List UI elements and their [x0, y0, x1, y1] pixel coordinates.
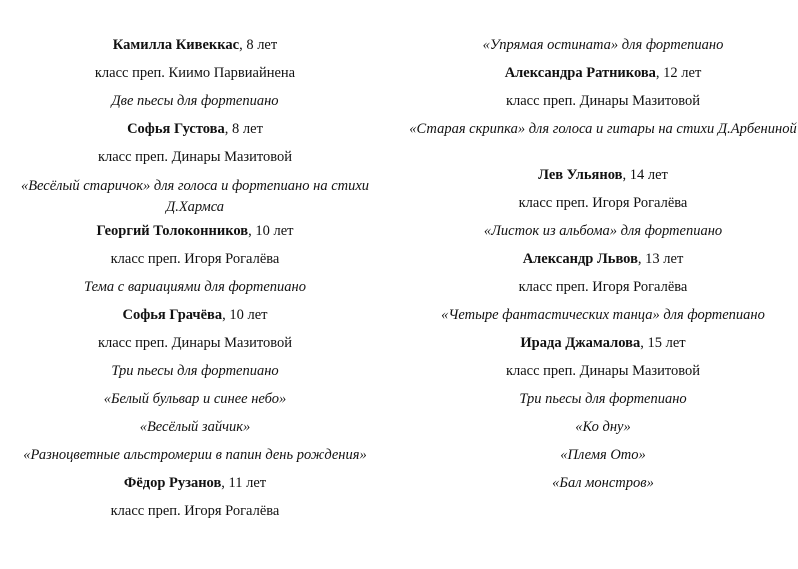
piece-title: «Белый бульвар и синее небо»	[103, 391, 287, 407]
teacher-line: класс преп. Игоря Рогалёва	[518, 195, 688, 211]
performer-age: , 14 лет	[622, 167, 668, 183]
performer-name: Ирада Джамалова	[520, 335, 641, 351]
piece-title: Тема с вариациями для фортепиано	[84, 279, 306, 295]
teacher-line: класс преп. Киимо Парвиайнена	[94, 65, 296, 81]
teacher-line: класс преп. Динары Мазитовой	[97, 335, 293, 351]
piece-title: «Разноцветные альстромерии в папин день рождения»	[23, 447, 367, 463]
performer-name: Софья Грачёва	[122, 307, 223, 323]
teacher-line: класс преп. Динары Мазитовой	[505, 93, 701, 109]
piece-title: «Весёлый старичок» для голоса и фортепиано на стихи Д.Хармса	[20, 178, 370, 215]
performer-name: Камилла Кивеккас	[112, 37, 240, 53]
teacher-line: класс преп. Динары Мазитовой	[505, 363, 701, 379]
performer-name: Александра Ратникова	[504, 65, 656, 81]
performer-entry	[0, 119, 390, 139]
performer-age: , 12 лет	[655, 65, 702, 81]
performer-age: , 8 лет	[224, 121, 263, 137]
performer-entry	[0, 473, 390, 493]
piece-title: «Племя Ото»	[560, 447, 646, 463]
teacher-line: класс преп. Игоря Рогалёва	[110, 503, 280, 519]
piece-title: «Старая скрипка» для голоса и гитары на стихи Д.Арбениной	[409, 121, 797, 137]
piece-title: Три пьесы для фортепиано	[519, 391, 687, 407]
performer-age: , 8 лет	[239, 37, 278, 53]
performer-name: Фёдор Рузанов	[123, 475, 222, 491]
performer-name: Александр Львов	[522, 251, 638, 267]
piece-title: Три пьесы для фортепиано	[111, 363, 279, 379]
performer-entry	[408, 63, 798, 83]
performer-entry	[0, 305, 390, 325]
teacher-line: класс преп. Динары Мазитовой	[97, 149, 293, 165]
performer-age: , 11 лет	[221, 475, 267, 491]
performer-name: Софья Густова	[127, 121, 225, 137]
performer-name: Лев Ульянов	[538, 167, 623, 183]
performer-age: , 10 лет	[222, 307, 268, 323]
performer-entry	[408, 249, 798, 269]
performer-age: , 13 лет	[637, 251, 684, 267]
performer-entry	[408, 333, 798, 353]
performer-entry	[0, 221, 390, 241]
performer-entry	[408, 165, 798, 185]
piece-title: «Листок из альбома» для фортепиано	[483, 223, 723, 239]
teacher-line: класс преп. Игоря Рогалёва	[110, 251, 280, 267]
teacher-line: класс преп. Игоря Рогалёва	[518, 279, 688, 295]
performer-age: , 15 лет	[640, 335, 686, 351]
performer-age: , 10 лет	[248, 223, 294, 239]
piece-title: «Бал монстров»	[552, 475, 654, 491]
performer-name: Георгий Толоконников	[96, 223, 249, 239]
piece-title: «Четыре фантастических танца» для фортепиано	[441, 307, 765, 323]
performer-entry	[0, 35, 390, 55]
piece-title: «Весёлый зайчик»	[139, 419, 251, 435]
piece-title: «Упрямая остината» для фортепиано	[482, 37, 724, 53]
piece-title: «Ко дну»	[575, 419, 631, 435]
piece-title: Две пьесы для фортепиано	[111, 93, 279, 109]
